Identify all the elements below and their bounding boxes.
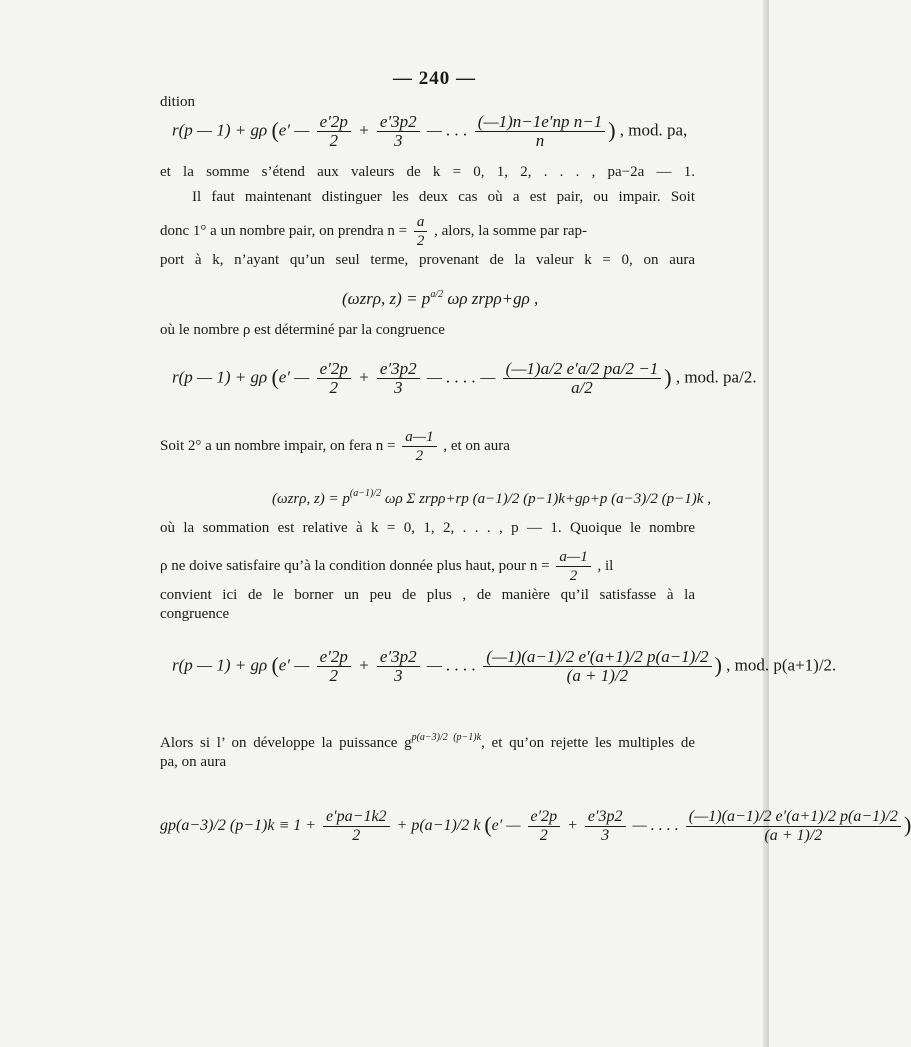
page-edge-shadow: [763, 0, 769, 1047]
equation-4: [272, 488, 711, 512]
eq3-mod: , mod. pa/2.: [675, 367, 757, 387]
g-exponent: p(a−3)/2 (p−1)k: [411, 732, 482, 743]
eq6-t1: e′ —: [491, 817, 521, 835]
text-line-5a: donc 1° a un nombre pair, on prendra n =: [160, 222, 408, 239]
eq5-frac-1: [317, 648, 351, 685]
text-line-14: convient ici de le borner un peu de plus , de manière qu’il satisfasse à la: [160, 587, 695, 603]
equation-1: [172, 113, 687, 150]
eq3-frac-2-den: 3: [394, 378, 403, 397]
eq6-frac-2: [585, 808, 626, 845]
eq6-frac-2-num: e′3p2: [585, 808, 626, 827]
eq1-frac-3-den: n: [535, 131, 545, 150]
eq5-frac-1-num: e′2p: [317, 648, 351, 667]
inline-frac-am1-num: a—1: [402, 428, 436, 447]
text-line-4: Il faut maintenant distinguer les deux cas où a est pair, ou impair. Soit: [192, 189, 695, 205]
eq3-frac-3-num: (—1)a/2 e′a/2 pa/2 −1: [503, 360, 662, 379]
eq1-t1: e′ —: [278, 120, 310, 140]
eq3-plus: +: [358, 367, 370, 387]
text-line-13b: , il: [597, 557, 614, 574]
eq6-mid: + p(a−1)/2 k: [396, 817, 481, 835]
eq5-frac-3-den: (a + 1)/2: [566, 666, 629, 685]
eq6-frac-3-den: (a + 1)/2: [764, 827, 823, 844]
eq2-rest: ωρ zrpρ+gρ ,: [447, 289, 539, 308]
eq2-text: (ωzrρ, z) = p: [342, 289, 431, 308]
text-line-10a: Soit 2° a un nombre impair, on fera n =: [160, 437, 396, 454]
inline-frac-a-num: a: [414, 213, 428, 232]
text-line-1: dition: [160, 94, 196, 110]
text-line-18: pa, on aura: [160, 754, 227, 770]
eq1-dots: — . . .: [426, 120, 468, 140]
eq5-frac-2-den: 3: [394, 666, 403, 685]
eq1-lhs: r(p — 1) + gρ: [172, 120, 268, 140]
inline-frac-a-den: 2: [416, 233, 425, 249]
eq3-frac-2-num: e′3p2: [377, 360, 420, 379]
eq3-frac-2: [377, 360, 420, 397]
eq1-frac-2-den: 3: [394, 131, 403, 150]
inline-frac-am1-den: 2: [415, 448, 424, 464]
eq1-close-paren: ): [608, 117, 616, 143]
eq3-frac-3: [503, 360, 662, 397]
eq3-open-paren: (: [271, 364, 279, 390]
eq1-frac-2-num: e′3p2: [377, 113, 420, 132]
eq5-t1: e′ —: [278, 655, 310, 675]
eq5-frac-1-den: 2: [329, 666, 339, 685]
eq6-frac-2-den: 3: [601, 827, 610, 844]
eq6-dots: — . . . .: [632, 817, 679, 835]
equation-5: [172, 648, 836, 685]
text-line-17b: , et qu’on rejette les multiples de: [481, 735, 695, 751]
text-line-5b: , alors, la somme par rap-: [434, 222, 587, 239]
eq5-open-paren: (: [271, 652, 279, 678]
text-line-13a: ρ ne doive satisfaire qu’à la condition donnée plus haut, pour n =: [160, 557, 550, 574]
eq1-mod: , mod. pa,: [619, 120, 688, 140]
text-line-10b: , et on aura: [443, 437, 510, 454]
eq6-frac-3: [686, 808, 901, 845]
inline-frac-n-den: 2: [569, 568, 578, 584]
text-line-17: [160, 734, 695, 754]
text-line-15: congruence: [160, 606, 230, 622]
eq1-frac-2: [377, 113, 420, 150]
eq6-frac-1-den: 2: [539, 827, 548, 844]
page-number: — 240 —: [393, 68, 476, 89]
eq5-close-paren: ): [714, 652, 722, 678]
text-line-12: où la sommation est relative à k = 0, 1, 2, . . . , p — 1. Quoique le nombre: [160, 520, 695, 536]
eq6-frac-0-num: e′pa−1k2: [323, 808, 390, 827]
eq6-frac-0-den: 2: [352, 827, 361, 844]
eq5-frac-2-num: e′3p2: [377, 648, 420, 667]
eq3-lhs: r(p — 1) + gρ: [172, 367, 268, 387]
eq3-t1: e′ —: [278, 367, 310, 387]
eq5-frac-3: [483, 648, 711, 685]
eq3-frac-1-num: e′2p: [317, 360, 351, 379]
inline-frac-n-num: a—1: [556, 548, 590, 567]
eq4-rest: ωρ Σ zrpρ+rp (a−1)/2 (p−1)k+gρ+p (a−3)/2 (p−1)k ,: [384, 491, 711, 507]
eq2-exp: a/2: [430, 289, 444, 300]
eq3-frac-1-den: 2: [329, 378, 339, 397]
eq1-frac-1: [317, 113, 351, 150]
text-line-6: port à k, n’ayant qu’un seul terme, provenant de la valeur k = 0, on aura: [160, 252, 695, 268]
eq5-mod: , mod. p(a+1)/2.: [726, 655, 837, 675]
text-line-5: [160, 213, 695, 250]
text-line-17a: Alors si l’ on développe la puissance g: [160, 735, 412, 751]
eq4-text: (ωzrρ, z) = p: [272, 491, 350, 507]
eq1-open-paren: (: [271, 117, 279, 143]
eq1-plus: +: [358, 120, 370, 140]
eq6-frac-0: [323, 808, 390, 845]
text-line-10: [160, 428, 510, 465]
inline-frac-a-minus-1-over-2: [402, 428, 436, 465]
eq3-dots: — . . . . —: [426, 367, 496, 387]
eq3-frac-1: [317, 360, 351, 397]
inline-frac-n-a-minus-1: [556, 548, 590, 585]
eq6-frac-1-num: e′2p: [528, 808, 561, 827]
equation-6: [160, 808, 911, 845]
eq3-close-paren: ): [664, 364, 672, 390]
eq4-exp: (a−1)/2: [349, 488, 382, 499]
eq5-frac-3-num: (—1)(a−1)/2 e′(a+1)/2 p(a−1)/2: [483, 648, 711, 667]
eq5-lhs: r(p — 1) + gρ: [172, 655, 268, 675]
eq1-frac-1-num: e′2p: [317, 113, 351, 132]
eq6-frac-1: [528, 808, 561, 845]
equation-3: [172, 360, 757, 397]
eq6-plus: +: [567, 817, 578, 835]
inline-frac-a-over-2: [414, 213, 428, 250]
eq6-frac-3-num: (—1)(a−1)/2 e′(a+1)/2 p(a−1)/2: [686, 808, 901, 827]
eq6-open-paren: (: [484, 812, 492, 838]
equation-2: [342, 288, 538, 313]
eq5-frac-2: [377, 648, 420, 685]
eq1-frac-1-den: 2: [329, 131, 339, 150]
eq6-lhs: gp(a−3)/2 (p−1)k ≡ 1 +: [160, 817, 317, 835]
eq1-frac-3: [475, 113, 605, 150]
eq1-frac-3-num: (—1)n−1e′np n−1: [475, 113, 605, 132]
text-line-8: où le nombre ρ est déterminé par la congruence: [160, 322, 445, 338]
eq5-plus: +: [358, 655, 370, 675]
eq5-dots: — . . . .: [426, 655, 477, 675]
eq6-close-paren: ): [903, 812, 911, 838]
eq3-frac-3-den: a/2: [571, 378, 593, 397]
text-line-3: et la somme s’étend aux valeurs de k = 0, 1, 2, . . . , pa−2a — 1.: [160, 164, 695, 180]
text-line-13: [160, 548, 695, 585]
